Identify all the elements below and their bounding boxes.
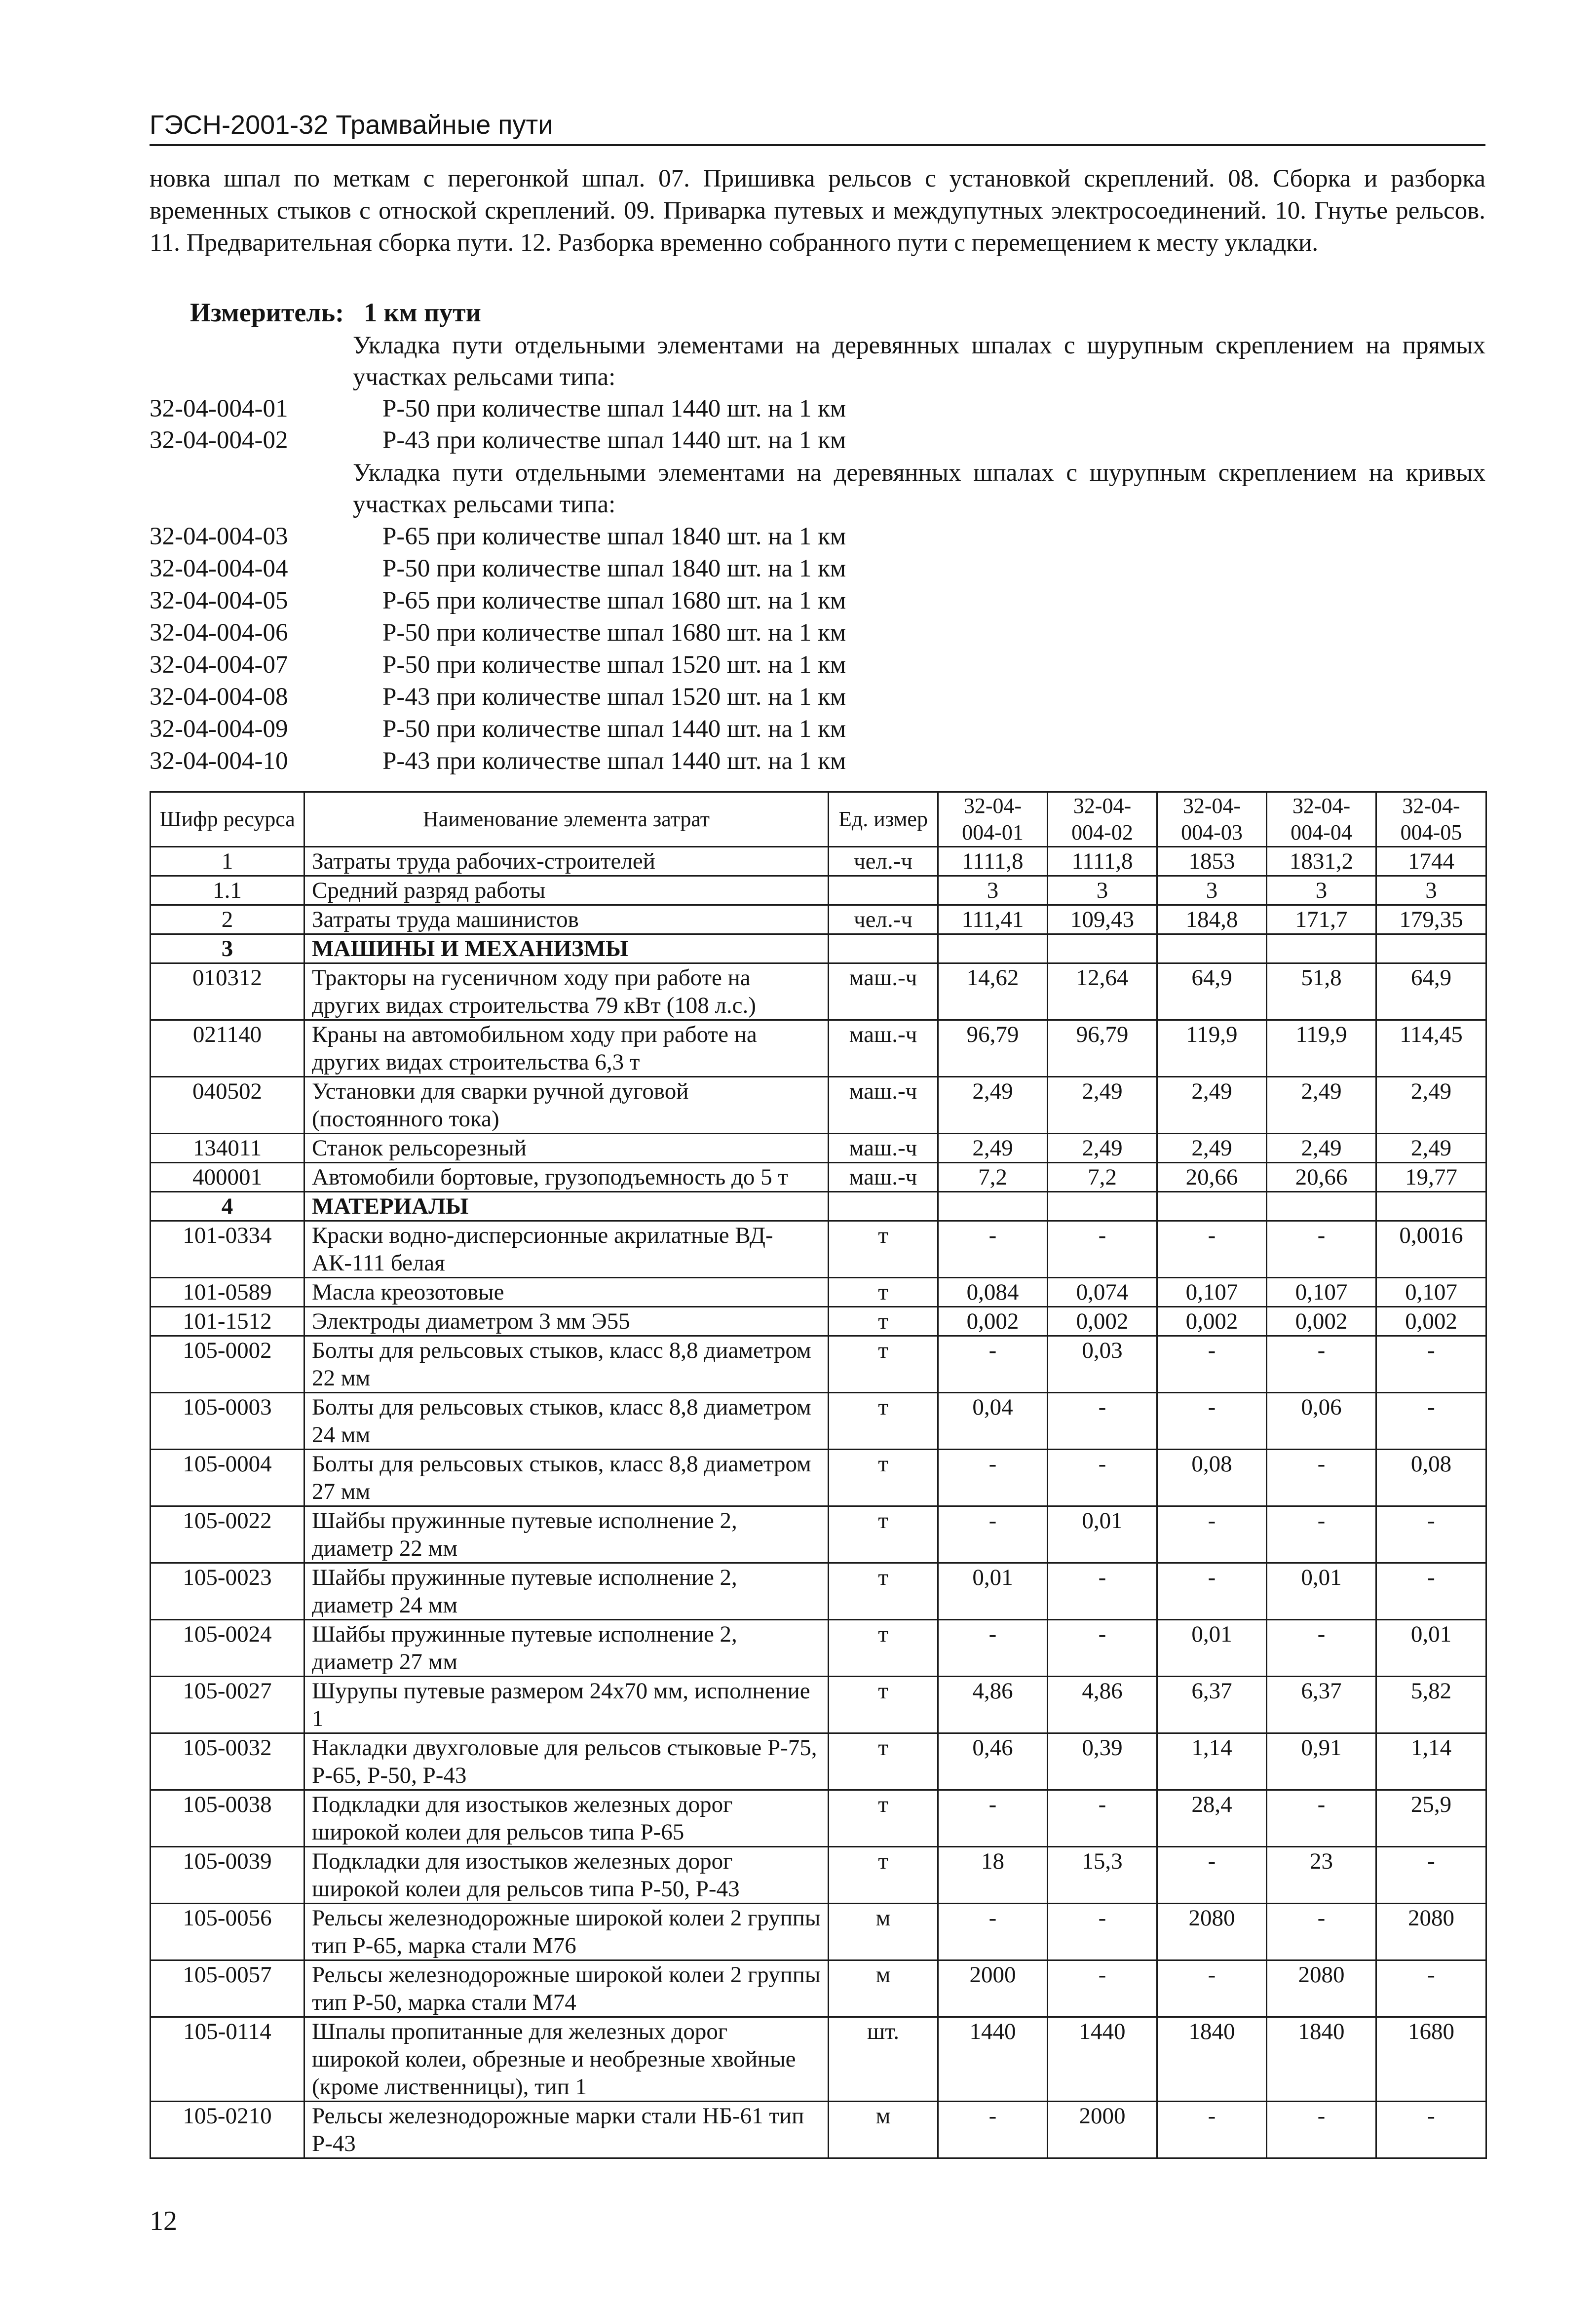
cell-unit: т	[829, 1278, 938, 1307]
page-number: 12	[150, 2206, 177, 2236]
norm-desc: Р-65 при количестве шпал 1680 шт. на 1 км	[382, 587, 846, 614]
table-row	[151, 1450, 1486, 1506]
table-row	[151, 1677, 1486, 1733]
cell-value: 1853	[1157, 847, 1267, 876]
table-row	[151, 1020, 1486, 1077]
cell-code: 105-0003	[151, 1393, 304, 1450]
cell-code: 3	[151, 934, 304, 963]
norm-desc: Р-43 при количестве шпал 1440 шт. на 1 км	[382, 426, 846, 454]
cell-value: -	[1048, 1393, 1157, 1450]
table-header-row	[151, 792, 1486, 847]
cell-code: 105-0057	[151, 1960, 304, 2017]
cell-name: МАШИНЫ И МЕХАНИЗМЫ	[304, 934, 829, 963]
cell-value: 0,002	[1048, 1307, 1157, 1336]
cell-unit: м	[829, 2102, 938, 2158]
cell-value: 2,49	[1376, 1134, 1486, 1163]
running-header: ГЭСН-2001-32 Трамвайные пути	[150, 110, 553, 140]
cell-value: -	[1048, 1620, 1157, 1677]
cell-value: 5,82	[1376, 1677, 1486, 1733]
cell-value: 0,002	[938, 1307, 1048, 1336]
cell-value: -	[1048, 1960, 1157, 2017]
cell-value: 184,8	[1157, 905, 1267, 934]
cell-code: 040502	[151, 1077, 304, 1134]
cell-value: 0,002	[1267, 1307, 1376, 1336]
cell-value: -	[1376, 1393, 1486, 1450]
cell-name: Краски водно-дисперсионные акрилатные ВД-АК-111 белая	[304, 1221, 829, 1278]
cell-code: 400001	[151, 1163, 304, 1192]
cell-value	[938, 1192, 1048, 1221]
cell-value: 19,77	[1376, 1163, 1486, 1192]
intro-paragraph: новка шпал по меткам с перегонкой шпал. 07. Пришивка рельсов с установкой скреплений. 08. Сборка и разборка временных стыков с отноской скреплений. 09. Приварка путевых и междупутных электросоединений. 10. Гнутье рельсов. 11. Предварительная сборка пути. 12. Разборка временно собранного пути с перемещением к месту укладки.	[150, 165, 1485, 257]
cell-value: 0,107	[1157, 1278, 1267, 1307]
table-row	[151, 1336, 1486, 1393]
table-row	[151, 1960, 1486, 2017]
cell-unit	[829, 934, 938, 963]
cell-name: Накладки двухголовые для рельсов стыковые Р-75, Р-65, Р-50, Р-43	[304, 1733, 829, 1790]
cell-code: 105-0114	[151, 2017, 304, 2102]
cell-value: 3	[938, 876, 1048, 905]
norm-code: 32-04-004-05	[150, 587, 288, 614]
cell-name: Тракторы на гусеничном ходу при работе на других видах строительства 79 кВт (108 л.с.)	[304, 963, 829, 1020]
col-header-norm: 32-04-004-02	[1048, 792, 1157, 847]
cell-value: 1680	[1376, 2017, 1486, 2102]
cell-value	[1267, 1192, 1376, 1221]
cell-value: -	[1376, 1847, 1486, 1904]
cell-unit	[829, 1192, 938, 1221]
table-row	[151, 2102, 1486, 2158]
cell-value: 64,9	[1376, 963, 1486, 1020]
cell-value: 1744	[1376, 847, 1486, 876]
table-row	[151, 1506, 1486, 1563]
cell-value: -	[1157, 1960, 1267, 2017]
cell-value: 2,49	[1048, 1077, 1157, 1134]
table-row	[151, 1077, 1486, 1134]
cell-unit: маш.-ч	[829, 1163, 938, 1192]
cell-value: -	[938, 1450, 1048, 1506]
cell-unit: т	[829, 1307, 938, 1336]
cell-value: -	[1267, 2102, 1376, 2158]
table-row	[151, 1904, 1486, 1960]
table-row	[151, 1393, 1486, 1450]
cell-value	[1157, 1192, 1267, 1221]
table-row	[151, 1733, 1486, 1790]
cell-name: Установки для сварки ручной дуговой (постоянного тока)	[304, 1077, 829, 1134]
cell-value: 0,06	[1267, 1393, 1376, 1450]
cell-value: 14,62	[938, 963, 1048, 1020]
cell-unit: чел.-ч	[829, 847, 938, 876]
cell-value: -	[938, 1904, 1048, 1960]
cell-unit: т	[829, 1336, 938, 1393]
cell-value: 2,49	[938, 1077, 1048, 1134]
cell-name: Шпалы пропитанные для железных дорог широкой колеи, обрезные и необрезные хвойные (кроме лиственницы), тип 1	[304, 2017, 829, 2102]
cell-value: 2,49	[1376, 1077, 1486, 1134]
norm-desc: Р-43 при количестве шпал 1520 шт. на 1 км	[382, 683, 846, 711]
norm-desc: Р-50 при количестве шпал 1520 шт. на 1 км	[382, 651, 846, 679]
col-header-name: Наименование элемента затрат	[304, 792, 829, 847]
cell-name: Подкладки для изостыков железных дорог широкой колеи для рельсов типа Р-50, Р-43	[304, 1847, 829, 1904]
resource-table	[150, 791, 1487, 2159]
col-header-norm: 32-04-004-01	[938, 792, 1048, 847]
cell-value: 1840	[1267, 2017, 1376, 2102]
cell-value: -	[938, 2102, 1048, 2158]
cell-code: 2	[151, 905, 304, 934]
cell-unit: чел.-ч	[829, 905, 938, 934]
cell-name: Болты для рельсовых стыков, класс 8,8 диаметром 27 мм	[304, 1450, 829, 1506]
cell-code: 105-0022	[151, 1506, 304, 1563]
cell-value: 2000	[938, 1960, 1048, 2017]
cell-value: 119,9	[1157, 1020, 1267, 1077]
header-rule	[150, 144, 1485, 146]
cell-code: 1	[151, 847, 304, 876]
table-row	[151, 847, 1486, 876]
cell-value: 1,14	[1157, 1733, 1267, 1790]
cell-value: -	[1267, 1790, 1376, 1847]
cell-value: 2,49	[938, 1134, 1048, 1163]
cell-unit	[829, 876, 938, 905]
cell-value: 96,79	[1048, 1020, 1157, 1077]
cell-value: -	[1376, 1960, 1486, 2017]
cell-value: -	[1267, 1336, 1376, 1393]
cell-value	[1376, 1192, 1486, 1221]
cell-value: 7,2	[1048, 1163, 1157, 1192]
cell-value: -	[1048, 1450, 1157, 1506]
cell-value: 1111,8	[938, 847, 1048, 876]
cell-value: 0,084	[938, 1278, 1048, 1307]
cell-value: 0,01	[1376, 1620, 1486, 1677]
cell-value: 6,37	[1157, 1677, 1267, 1733]
cell-value: 0,0016	[1376, 1221, 1486, 1278]
cell-value: 3	[1048, 876, 1157, 905]
col-header-norm: 32-04-004-04	[1267, 792, 1376, 847]
norm-desc: Р-43 при количестве шпал 1440 шт. на 1 км	[382, 747, 846, 775]
cell-name: Шайбы пружинные путевые исполнение 2, диаметр 27 мм	[304, 1620, 829, 1677]
group-heading-curved: Укладка пути отдельными элементами на деревянных шпалах с шурупным скреплением на кривых участках рельсами типа:	[353, 459, 1485, 518]
cell-value	[1048, 934, 1157, 963]
cell-unit: т	[829, 1450, 938, 1506]
norm-desc: Р-50 при количестве шпал 1680 шт. на 1 км	[382, 619, 846, 647]
norm-desc: Р-50 при количестве шпал 1440 шт. на 1 км	[382, 395, 846, 422]
cell-value: -	[1157, 2102, 1267, 2158]
cell-value: -	[1048, 1221, 1157, 1278]
cell-value: 1111,8	[1048, 847, 1157, 876]
table-section-row	[151, 1192, 1486, 1221]
cell-name: Подкладки для изостыков железных дорог широкой колеи для рельсов типа Р-65	[304, 1790, 829, 1847]
cell-value: 119,9	[1267, 1020, 1376, 1077]
cell-value: -	[1048, 1904, 1157, 1960]
cell-value: 109,43	[1048, 905, 1157, 934]
cell-value: 114,45	[1376, 1020, 1486, 1077]
cell-value: 0,01	[938, 1563, 1048, 1620]
table-row	[151, 1307, 1486, 1336]
cell-value: 18	[938, 1847, 1048, 1904]
cell-value: 0,002	[1157, 1307, 1267, 1336]
table-row	[151, 1563, 1486, 1620]
cell-unit: т	[829, 1563, 938, 1620]
table-section-row	[151, 934, 1486, 963]
cell-value	[1376, 934, 1486, 963]
cell-value: 171,7	[1267, 905, 1376, 934]
cell-value: 1,14	[1376, 1733, 1486, 1790]
col-header-norm: 32-04-004-05	[1376, 792, 1486, 847]
cell-name: Электроды диаметром 3 мм Э55	[304, 1307, 829, 1336]
cell-name: Масла креозотовые	[304, 1278, 829, 1307]
cell-code: 101-0334	[151, 1221, 304, 1278]
cell-unit: маш.-ч	[829, 1077, 938, 1134]
table-row	[151, 1847, 1486, 1904]
cell-unit: т	[829, 1677, 938, 1733]
cell-value: -	[1048, 1563, 1157, 1620]
cell-unit: т	[829, 1221, 938, 1278]
cell-value: 1440	[1048, 2017, 1157, 2102]
cell-value: -	[1157, 1393, 1267, 1450]
cell-value: -	[1376, 2102, 1486, 2158]
cell-value: -	[1376, 1506, 1486, 1563]
cell-value: -	[1157, 1563, 1267, 1620]
cell-code: 105-0004	[151, 1450, 304, 1506]
norm-code: 32-04-004-09	[150, 715, 288, 743]
cell-code: 105-0038	[151, 1790, 304, 1847]
cell-name: Болты для рельсовых стыков, класс 8,8 диаметром 24 мм	[304, 1393, 829, 1450]
cell-value: 4,86	[1048, 1677, 1157, 1733]
cell-value: -	[1157, 1221, 1267, 1278]
cell-value: -	[1267, 1620, 1376, 1677]
table-body	[151, 847, 1486, 2158]
cell-value	[1267, 934, 1376, 963]
cell-value: -	[1267, 1221, 1376, 1278]
cell-value: 0,002	[1376, 1307, 1486, 1336]
table-row	[151, 963, 1486, 1020]
cell-name: Станок рельсорезный	[304, 1134, 829, 1163]
cell-code: 101-0589	[151, 1278, 304, 1307]
cell-code: 4	[151, 1192, 304, 1221]
cell-value: 28,4	[1157, 1790, 1267, 1847]
cell-value: 0,46	[938, 1733, 1048, 1790]
cell-name: Затраты труда машинистов	[304, 905, 829, 934]
cell-code: 134011	[151, 1134, 304, 1163]
cell-value: 2,49	[1267, 1077, 1376, 1134]
cell-code: 105-0002	[151, 1336, 304, 1393]
cell-value: -	[1376, 1336, 1486, 1393]
table-row	[151, 1620, 1486, 1677]
cell-value: 2080	[1376, 1904, 1486, 1960]
norm-code: 32-04-004-10	[150, 747, 288, 775]
cell-code: 105-0027	[151, 1677, 304, 1733]
norm-code: 32-04-004-07	[150, 651, 288, 679]
norm-desc: Р-50 при количестве шпал 1840 шт. на 1 км	[382, 555, 846, 582]
cell-value: 0,01	[1048, 1506, 1157, 1563]
cell-value	[1048, 1192, 1157, 1221]
cell-code: 105-0210	[151, 2102, 304, 2158]
col-header-norm: 32-04-004-03	[1157, 792, 1267, 847]
group-heading-straight: Укладка пути отдельными элементами на деревянных шпалах с шурупным скреплением на прямых участках рельсами типа:	[353, 332, 1485, 391]
cell-code: 010312	[151, 963, 304, 1020]
table-row	[151, 1790, 1486, 1847]
cell-value: 2,49	[1157, 1134, 1267, 1163]
cell-value: -	[1157, 1847, 1267, 1904]
cell-code: 105-0023	[151, 1563, 304, 1620]
cell-code: 105-0032	[151, 1733, 304, 1790]
cell-value: 0,107	[1267, 1278, 1376, 1307]
cell-value: 1831,2	[1267, 847, 1376, 876]
cell-name: Шурупы путевые размером 24х70 мм, исполнение 1	[304, 1677, 829, 1733]
cell-value: -	[1267, 1506, 1376, 1563]
norm-code: 32-04-004-01	[150, 395, 288, 422]
cell-value: 0,04	[938, 1393, 1048, 1450]
cell-value: 2080	[1157, 1904, 1267, 1960]
cell-name: Шайбы пружинные путевые исполнение 2, диаметр 24 мм	[304, 1563, 829, 1620]
cell-value: 0,08	[1157, 1450, 1267, 1506]
cell-value: 20,66	[1157, 1163, 1267, 1192]
measure-value: 1 км пути	[364, 298, 481, 327]
cell-value: 12,64	[1048, 963, 1157, 1020]
cell-value: -	[938, 1790, 1048, 1847]
cell-code: 101-1512	[151, 1307, 304, 1336]
cell-value: 3	[1267, 876, 1376, 905]
norm-code: 32-04-004-02	[150, 426, 288, 454]
table-row	[151, 1221, 1486, 1278]
norm-desc: Р-50 при количестве шпал 1440 шт. на 1 км	[382, 715, 846, 743]
cell-value: 64,9	[1157, 963, 1267, 1020]
cell-value: 1440	[938, 2017, 1048, 2102]
cell-value: 4,86	[938, 1677, 1048, 1733]
cell-unit: шт.	[829, 2017, 938, 2102]
cell-code: 105-0056	[151, 1904, 304, 1960]
cell-value: 2,49	[1267, 1134, 1376, 1163]
cell-unit: м	[829, 1904, 938, 1960]
cell-value: 0,107	[1376, 1278, 1486, 1307]
cell-value: -	[938, 1620, 1048, 1677]
cell-value: 0,01	[1267, 1563, 1376, 1620]
cell-code: 1.1	[151, 876, 304, 905]
cell-name: Затраты труда рабочих-строителей	[304, 847, 829, 876]
table-row	[151, 2017, 1486, 2102]
cell-value: 51,8	[1267, 963, 1376, 1020]
cell-unit: т	[829, 1620, 938, 1677]
cell-unit: т	[829, 1790, 938, 1847]
cell-unit: т	[829, 1393, 938, 1450]
norm-code: 32-04-004-08	[150, 683, 288, 711]
table-row	[151, 1278, 1486, 1307]
cell-name: Краны на автомобильном ходу при работе на других видах строительства 6,3 т	[304, 1020, 829, 1077]
cell-code: 021140	[151, 1020, 304, 1077]
cell-unit: м	[829, 1960, 938, 2017]
table-row	[151, 1134, 1486, 1163]
measure-label: Измеритель:	[190, 298, 344, 327]
cell-value: -	[938, 1506, 1048, 1563]
cell-value: 20,66	[1267, 1163, 1376, 1192]
cell-name: Рельсы железнодорожные широкой колеи 2 группы тип Р-65, марка стали М76	[304, 1904, 829, 1960]
cell-value: -	[1267, 1904, 1376, 1960]
cell-code: 105-0039	[151, 1847, 304, 1904]
cell-value: -	[938, 1221, 1048, 1278]
cell-value: 3	[1157, 876, 1267, 905]
norm-code: 32-04-004-04	[150, 555, 288, 582]
cell-value: 0,03	[1048, 1336, 1157, 1393]
cell-value: 23	[1267, 1847, 1376, 1904]
cell-name: Болты для рельсовых стыков, класс 8,8 диаметром 22 мм	[304, 1336, 829, 1393]
cell-value: 0,39	[1048, 1733, 1157, 1790]
cell-value: 7,2	[938, 1163, 1048, 1192]
cell-unit: т	[829, 1847, 938, 1904]
measure-line	[190, 296, 481, 329]
cell-value: -	[938, 1336, 1048, 1393]
table-row	[151, 1163, 1486, 1192]
cell-value: 1840	[1157, 2017, 1267, 2102]
col-header-unit: Ед. измер	[829, 792, 938, 847]
norm-code: 32-04-004-03	[150, 523, 288, 550]
cell-value: 25,9	[1376, 1790, 1486, 1847]
table-row	[151, 876, 1486, 905]
cell-value: 0,91	[1267, 1733, 1376, 1790]
cell-value: 6,37	[1267, 1677, 1376, 1733]
cell-name: Средний разряд работы	[304, 876, 829, 905]
cell-name: Рельсы железнодорожные марки стали НБ-61 тип Р-43	[304, 2102, 829, 2158]
cell-value: 179,35	[1376, 905, 1486, 934]
cell-value: -	[1376, 1563, 1486, 1620]
cell-value: 96,79	[938, 1020, 1048, 1077]
cell-value: 2080	[1267, 1960, 1376, 2017]
cell-code: 105-0024	[151, 1620, 304, 1677]
cell-unit: т	[829, 1733, 938, 1790]
cell-value: 2,49	[1157, 1077, 1267, 1134]
cell-unit: маш.-ч	[829, 1020, 938, 1077]
cell-name: МАТЕРИАЛЫ	[304, 1192, 829, 1221]
cell-value: 15,3	[1048, 1847, 1157, 1904]
cell-value: 0,08	[1376, 1450, 1486, 1506]
cell-value: -	[1267, 1450, 1376, 1506]
norm-desc: Р-65 при количестве шпал 1840 шт. на 1 км	[382, 523, 846, 550]
table-row	[151, 905, 1486, 934]
cell-unit: т	[829, 1506, 938, 1563]
cell-value: -	[1157, 1336, 1267, 1393]
cell-name: Рельсы железнодорожные широкой колеи 2 группы тип Р-50, марка стали М74	[304, 1960, 829, 2017]
norm-code: 32-04-004-06	[150, 619, 288, 647]
cell-value	[938, 934, 1048, 963]
cell-value	[1157, 934, 1267, 963]
cell-value: 0,01	[1157, 1620, 1267, 1677]
cell-unit: маш.-ч	[829, 1134, 938, 1163]
cell-name: Шайбы пружинные путевые исполнение 2, диаметр 22 мм	[304, 1506, 829, 1563]
cell-value: 0,074	[1048, 1278, 1157, 1307]
cell-value: 2,49	[1048, 1134, 1157, 1163]
cell-unit: маш.-ч	[829, 963, 938, 1020]
cell-value: 111,41	[938, 905, 1048, 934]
cell-value: 2000	[1048, 2102, 1157, 2158]
col-header-code: Шифр ресурса	[151, 792, 304, 847]
cell-name: Автомобили бортовые, грузоподъемность до 5 т	[304, 1163, 829, 1192]
cell-value: -	[1048, 1790, 1157, 1847]
cell-value: -	[1157, 1506, 1267, 1563]
cell-value: 3	[1376, 876, 1486, 905]
